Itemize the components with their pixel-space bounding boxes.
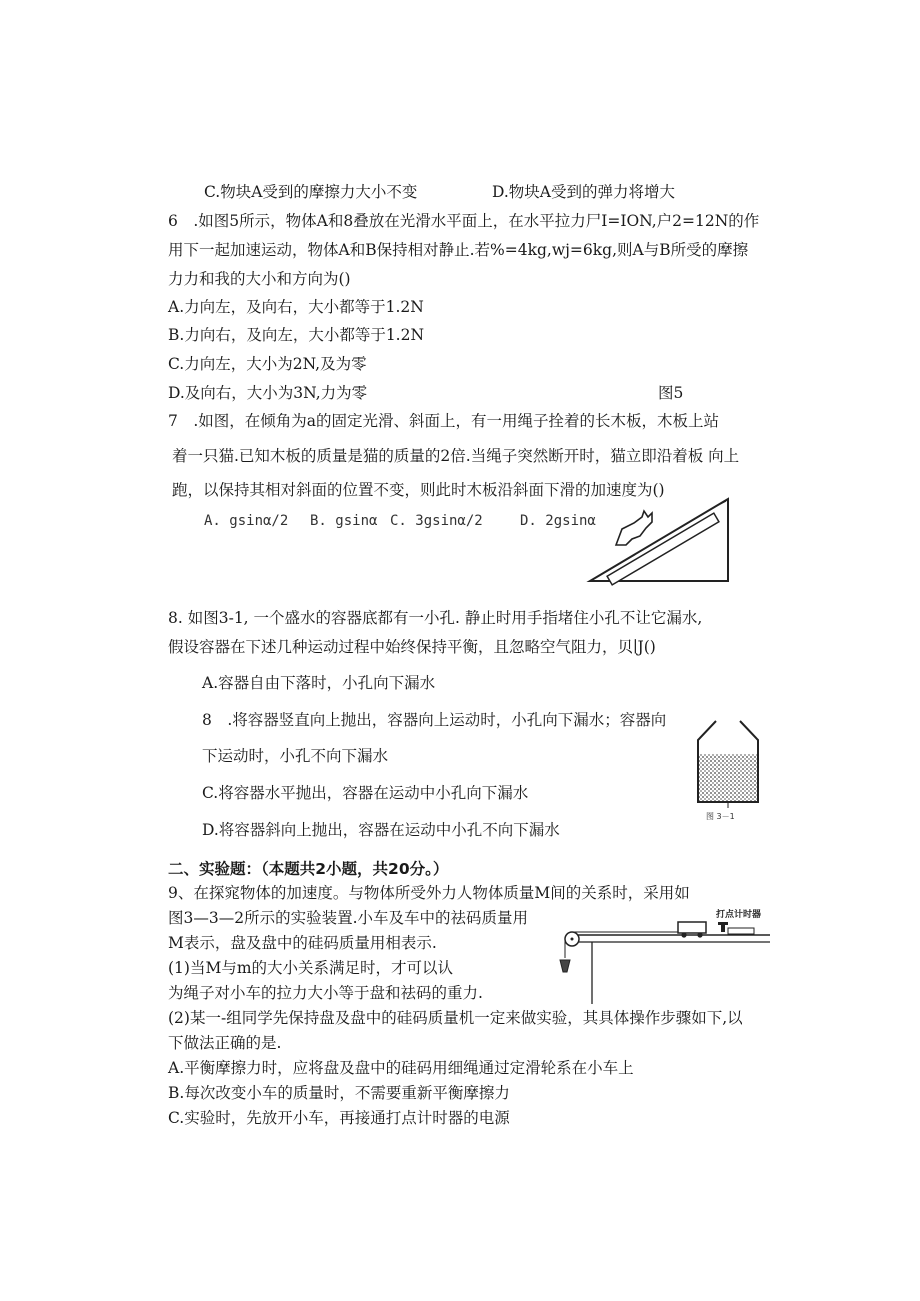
q7-line-1: 7 .如图，在倾角为a的固定光滑、斜面上，有一用绳子拴着的长木板，木板上站: [168, 412, 720, 430]
q8-option-a: A.容器自由下落时，小孔向下漏水: [202, 674, 436, 692]
q9-line-2: 图3—3—2所示的实验装置.小车及车中的祛码质量用: [168, 909, 529, 927]
cat-icon: [616, 511, 652, 545]
q9-option-b: B.每次改变小车的质量时，不需要重新平衡摩擦力: [168, 1084, 510, 1102]
q8-line-1: 8. 如图3-1, 一个盛水的容器底都有一小孔. 静止时用手指堵住小孔不让它漏水,: [168, 609, 703, 627]
q7-option-c: C. 3gsinα/2: [390, 513, 483, 529]
water: [699, 754, 757, 801]
container-figure: [690, 716, 768, 826]
incline-plank: [607, 513, 719, 585]
q5-option-d: D.物块A受到的弹力将增大: [492, 183, 675, 201]
q9-line-3: M表示，盘及盘中的硅码质量用相表示.: [168, 934, 437, 952]
q9-line-7: 下做法正确的是.: [168, 1034, 282, 1052]
q7-option-a: A. gsinα/2: [204, 513, 289, 529]
q7-option-b: B. gsinα: [310, 513, 378, 529]
q9-line-4: (1)当M与m的大小关系满足时，才可以认: [168, 959, 454, 977]
q9-option-a: A.平衡摩擦力时，应将盘及盘中的硅码用细绳通过定滑轮系在小车上: [168, 1059, 634, 1077]
q6-figure-label: 图5: [658, 384, 684, 402]
q6-line-3: 力力和我的大小和方向为(): [168, 270, 351, 288]
container-figure-label: 图 3－1: [706, 812, 735, 821]
timer-label: 打点计时器: [716, 910, 762, 920]
q5-option-c: C.物块A受到的摩擦力大小不变: [204, 183, 418, 201]
q6-option-d: D.及向右，大小为3N,力为零: [168, 384, 368, 402]
q9-line-1: 9、在探窕物体的加速度。与物体所受外力人物体质量M间的关系时，采用如: [168, 884, 690, 902]
incline-slope: [590, 499, 728, 581]
q8-line-2: 假设容器在下述几种运动过程中始终保持平衡，且忽略空气阻力，贝∣J(): [168, 638, 656, 656]
section-2-title: 二、实验题：（本题共2小题，共20分。）: [168, 860, 449, 878]
q6-option-a: A.力向左，及向右，大小都等于1.2N: [168, 298, 424, 316]
q6-line-1: 6 .如图5所示，物体A和8叠放在光滑水平面上，在水平拉力尸I=ION,户2=12N的作: [168, 212, 760, 230]
q7-line-2: 着一只猫.已知木板的质量是猫的质量的2倍.当绳子突然断开时，猫立即沿着板 向上: [172, 447, 740, 465]
q8-option-b-line-2: 下运动时，小孔不向下漏水: [202, 747, 389, 765]
timer: [718, 922, 728, 925]
q9-line-6: (2)某一-组同学先保持盘及盘中的硅码质量机一定来做实验，其具体操作步骤如下,以: [168, 1009, 743, 1027]
cart: [678, 922, 706, 933]
q8-option-b-line-1: 8 .将容器竖直向上抛出，容器向上运动时，小孔向下漏水；容器向: [202, 711, 667, 729]
q7-option-d: D. 2gsinα: [520, 513, 596, 529]
q7-line-3: 跑，以保持其相对斜面的位置不变，则此时木板沿斜面下滑的加速度为(): [172, 481, 665, 499]
q6-option-b: B.力向右，及向左，大小都等于1.2N: [168, 326, 425, 344]
q6-option-c: C.力向左，大小为2N,及为零: [168, 355, 367, 373]
q6-line-2: 用下一起加速运动，物体A和B保持相对静止.若%=4kg,wj=6kg,则A与B所受的摩擦: [168, 241, 749, 259]
q8-option-c: C.将容器水平抛出，容器在运动中小孔向下漏水: [202, 784, 529, 802]
apparatus-figure: [550, 906, 772, 1008]
q9-option-c: C.实验时，先放开小车，再接通打点计时器的电源: [168, 1109, 510, 1127]
q9-line-5: 为绳子对小车的拉力大小等于盘和祛码的重力.: [168, 984, 483, 1002]
weight-pan: [560, 960, 570, 972]
q8-option-d: D.将容器斜向上抛出，容器在运动中小孔不向下漏水: [202, 821, 560, 839]
incline-figure: [586, 495, 736, 587]
